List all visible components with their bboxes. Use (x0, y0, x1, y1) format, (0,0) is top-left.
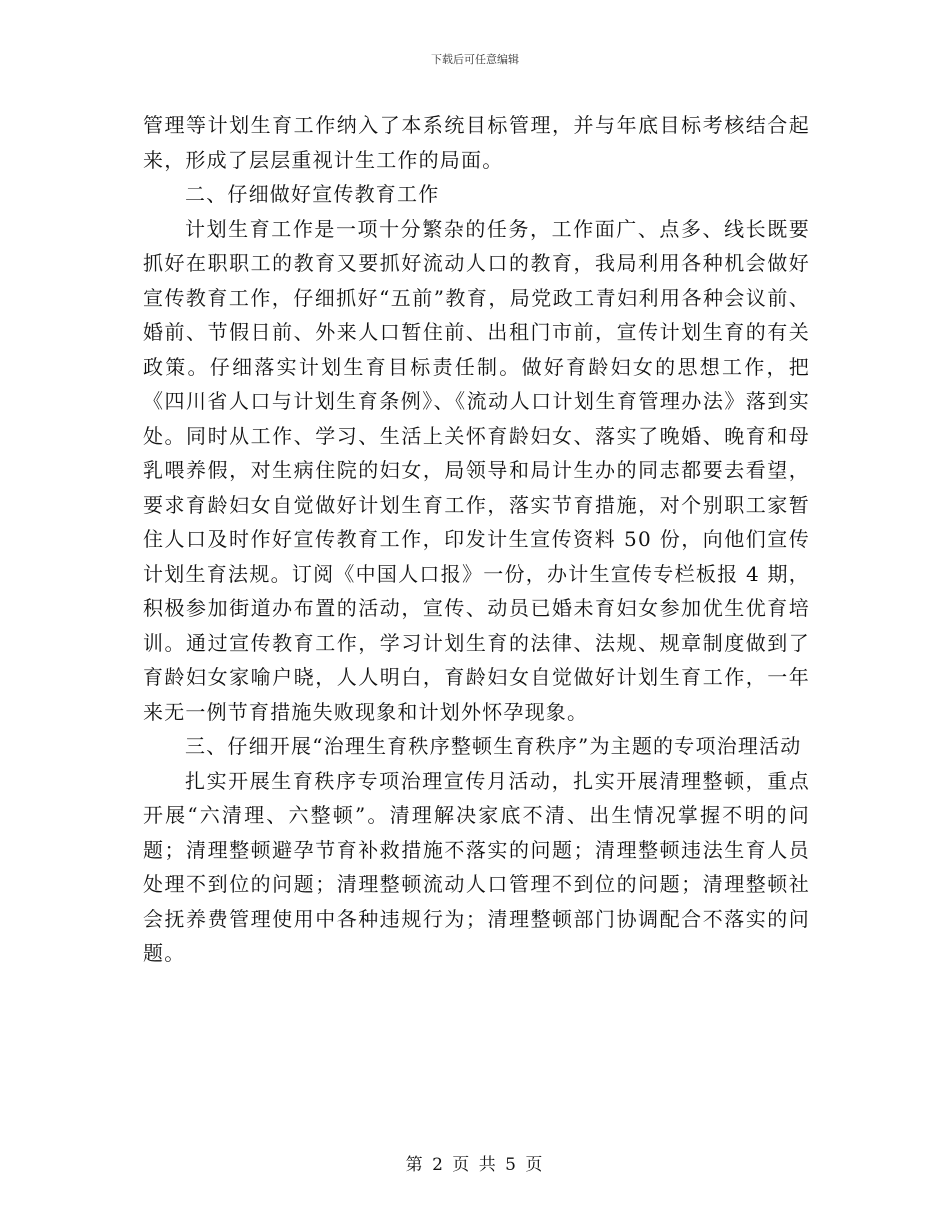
body-paragraph-publicity: 计划生育工作是一项十分繁杂的任务，工作面广、点多、线长既要抓好在职职工的教育又要抓好流动人口的教育，我局利用各种机会做好宣传教育工作，仔细抓好“五前”教育，局党政工青妇利用各种会议前、婚前、节假日前、外来人口暂住前、出租门市前，宣传计划生育的有关政策。仔细落实计划生育目标责任制。做好育龄妇女的思想工作，把《四川省人口与计划生育条例》、《流动人口计划生育管理办法》落到实处。同时从工作、学习、生活上关怀育龄妇女、落实了晚婚、晚育和母乳喂养假，对生病住院的妇女，局领导和局计生办的同志都要去看望，要求育龄妇女自觉做好计划生育工作，落实节育措施，对个别职工家暂住人口及时作好宣传教育工作，印发计生宣传资料 50 份，向他们宣传计划生育法规。订阅《中国人口报》一份，办计生宣传专栏板报 4 期，积极参加街道办布置的活动，宣传、动员已婚未育妇女参加优生优育培训。通过宣传教育工作，学习计划生育的法律、法规、规章制度做到了育龄妇女家喻户晓，人人明白，育龄妇女自觉做好计划生育工作，一年来无一例节育措施失败现象和计划外怀孕现象。 (143, 216, 810, 724)
body-paragraph-rectification: 扎实开展生育秩序专项治理宣传月活动，扎实开展清理整顿，重点开展“六清理、六整顿”。清理解决家底不清、出生情况掌握不明的问题；清理整顿避孕节育补救措施不落实的问题；清理整顿违法生育人员处理不到位的问题；清理整顿流动人口管理不到位的问题；清理整顿社会抚养费管理使用中各种违规行为；清理整顿部门协调配合不落实的问题。 (143, 768, 810, 965)
section-heading-3: 三、仔细开展“治理生育秩序整顿生育秩序”为主题的专项治理活动 (185, 734, 802, 758)
body-paragraph-continuation: 管理等计划生育工作纳入了本系统目标管理，并与年底目标考核结合起来，形成了层层重视计生工作的局面。 (143, 113, 810, 172)
page-header-note: 下载后可任意编辑 (431, 53, 519, 66)
document-body (143, 108, 810, 971)
section-heading-2: 二、仔细做好宣传教育工作 (185, 182, 440, 206)
page-number-footer: 第 2 页 共 5 页 (405, 1155, 545, 1175)
